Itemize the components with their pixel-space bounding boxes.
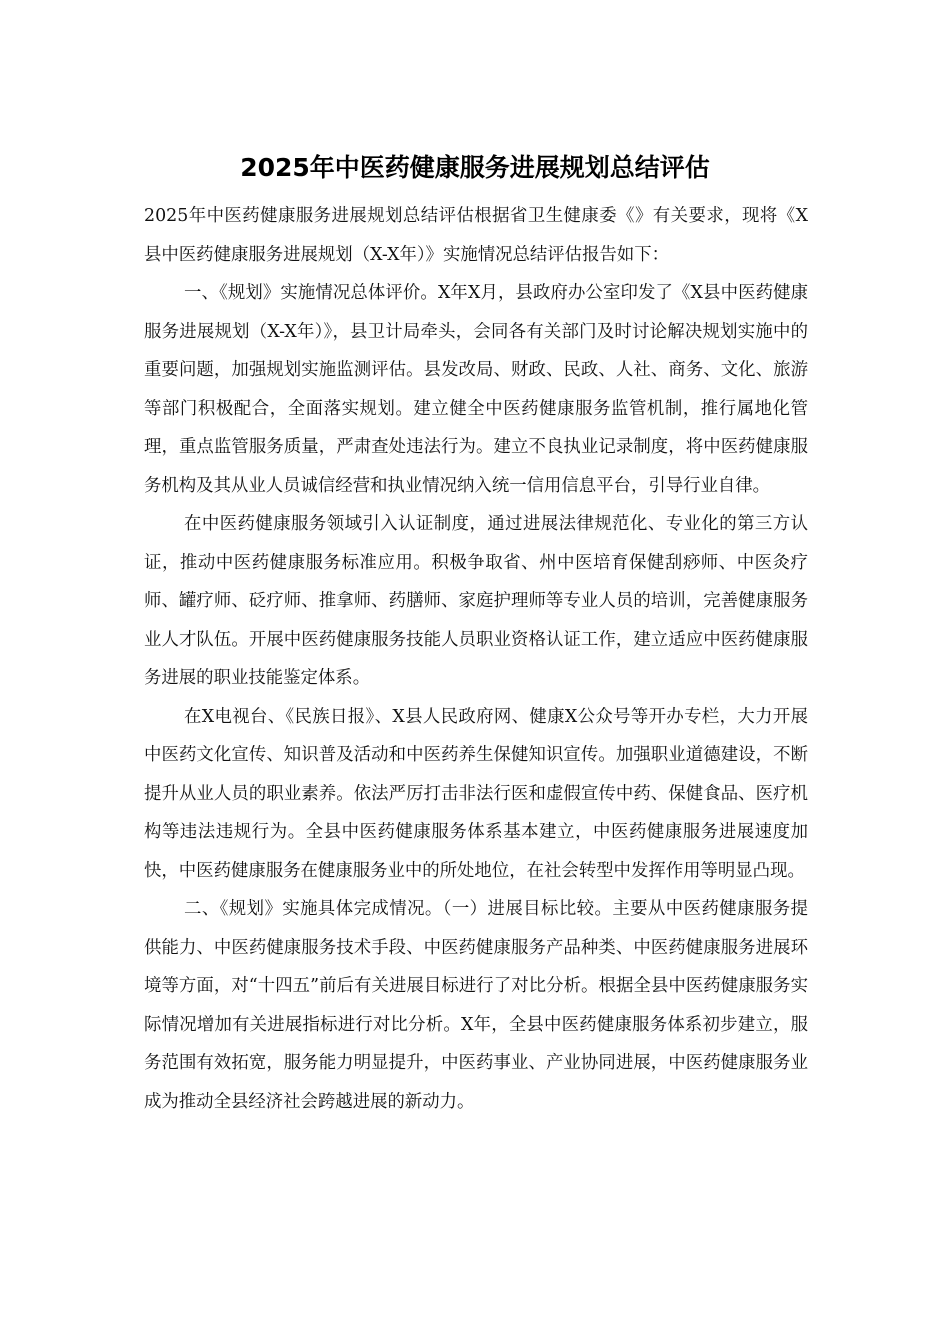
paragraph-certification: 在中医药健康服务领域引入认证制度，通过进展法律规范化、专业化的第三方认证，推动中医药健康服务标准应用。积极争取省、州中医培育保健刮痧师、中医灸疗师、罐疗师、砭疗师、推拿师、药膳师、家庭护理师等专业人员的培训，完善健康服务业人才队伍。开展中医药健康服务技能人员职业资格认证工作，建立适应中医药健康服务进展的职业技能鉴定体系。 xyxy=(144,514,808,688)
document-title: 2025年中医药健康服务进展规划总结评估 xyxy=(240,153,710,182)
paragraph-intro: 2025年中医药健康服务进展规划总结评估根据省卫生健康委《》有关要求，现将《X县中医药健康服务进展规划（X-X年）》实施情况总结评估报告如下： xyxy=(144,206,808,265)
paragraph-section-2: 二、《规划》实施具体完成情况。（一）进展目标比较。主要从中医药健康服务提供能力、中医药健康服务技术手段、中医药健康服务产品种类、中医药健康服务进展环境等方面，对“十四五”前后有关进展目标进行了对比分析。根据全县中医药健康服务实际情况增加有关进展指标进行对比分析。X年，全县中医药健康服务体系初步建立，服务范围有效拓宽，服务能力明显提升，中医药事业、产业协同进展，中医药健康服务业成为推动全县经济社会跨越进展的新动力。 xyxy=(144,899,808,1112)
paragraph-publicity: 在X电视台、《民族日报》、X县人民政府网、健康X公众号等开办专栏，大力开展中医药文化宣传、知识普及活动和中医药养生保健知识宣传。加强职业道德建设，不断提升从业人员的职业素养。依法严厉打击非法行医和虚假宣传中药、保健食品、医疗机构等违法违规行为。全县中医药健康服务体系基本建立，中医药健康服务进展速度加快，中医药健康服务在健康服务业中的所处地位，在社会转型中发挥作用等明显凸现。 xyxy=(144,706,808,881)
document-body xyxy=(144,197,808,1121)
paragraph-section-1: 一、《规划》实施情况总体评价。X年X月，县政府办公室印发了《X县中医药健康服务进展规划（X-X年）》，县卫计局牵头，会同各有关部门及时讨论解决规划实施中的重要问题，加强规划实施监测评估。县发改局、财政、民政、人社、商务、文化、旅游等部门积极配合，全面落实规划。建立健全中医药健康服务监管机制，推行属地化管理，重点监管服务质量，严肃查处违法行为。建立不良执业记录制度，将中医药健康服务机构及其从业人员诚信经营和执业情况纳入统一信用信息平台，引导行业自律。 xyxy=(144,283,808,496)
